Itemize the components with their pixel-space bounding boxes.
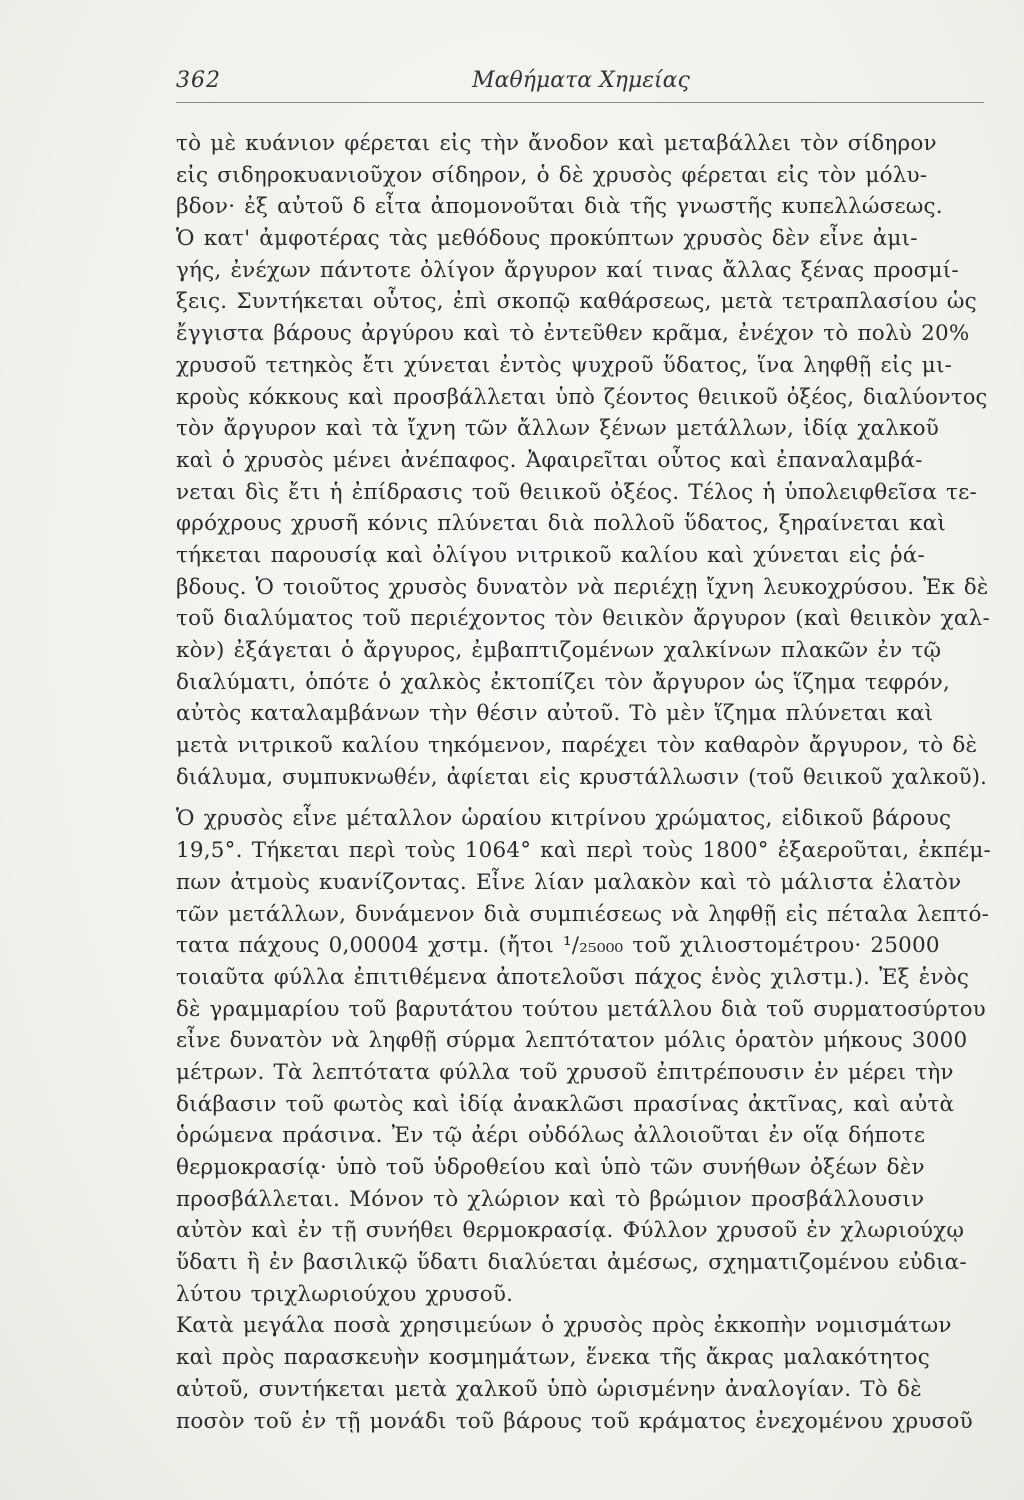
text-line: τὸ μὲ κυάνιον φέρεται εἰς τὴν ἄνοδον καὶ μεταβάλλει τὸν σίδηρον — [176, 131, 937, 156]
text-line: πων ἀτμοὺς κυανίζοντας. Εἶνε λίαν μαλακὸν καὶ τὸ μάλιστα ἐλατὸν — [176, 869, 962, 895]
page-number: 362 — [176, 68, 221, 93]
text-line: ὕδατι ἢ ἐν βασιλικῷ ὕδατι διαλύεται ἀμέσως, σχηματιζομένου εὐδια- — [176, 1250, 967, 1276]
text-line: χρυσοῦ τετηκὸς ἔτι χύνεται ἐντὸς ψυχροῦ ὕδατος, ἵνα ληφθῇ εἰς μι- — [176, 352, 953, 378]
text-line: τὸν ἄργυρον καὶ τὰ ἴχνη τῶν ἄλλων ξένων μετάλλων, ἰδίᾳ χαλκοῦ — [176, 416, 940, 442]
text-line: εἶνε δυνατὸν νὰ ληφθῇ σύρμα λεπτότατον μόλις ὁρατὸν μήκους 3000 — [176, 1028, 968, 1054]
paragraph — [176, 128, 994, 793]
text-line: αὐτὸν καὶ ἐν τῇ συνήθει θερμοκρασίᾳ. Φύλλον χρυσοῦ ἐν χλωριούχῳ — [176, 1218, 965, 1244]
paragraph — [176, 1310, 994, 1437]
text-line: κροὺς κόκκους καὶ προσβάλλεται ὑπὸ ζέοντος θειικοῦ ὀξέος, διαλύοντος — [176, 384, 988, 409]
text-line: δὲ γραμμαρίου τοῦ βαρυτάτου τούτου μετάλλου διὰ τοῦ συρματοσύρτου — [176, 996, 986, 1022]
text-line: 19,5°. Τήκεται περὶ τοὺς 1064° καὶ περὶ τοὺς 1800° ἐξαεροῦται, ἐκπέμ- — [176, 838, 991, 864]
text-line: Ὁ κατ' ἀμφοτέρας τὰς μεθόδους προκύπτων χρυσὸς δὲν εἶνε ἀμι- — [176, 226, 918, 252]
text-line: λύτου τριχλωριούχου χρυσοῦ. — [176, 1281, 514, 1307]
text-line: κὸν) ἐξάγεται ὁ ἄργυρος, ἐμβαπτιζομένων χαλκίνων πλακῶν ἐν τῷ — [176, 638, 942, 663]
text-line: μετὰ νιτρικοῦ καλίου τηκόμενον, παρέχει τὸν καθαρὸν ἄργυρον, τὸ δὲ — [176, 733, 978, 759]
text-line: Ὁ χρυσὸς εἶνε μέταλλον ὡραίου κιτρίνου χρώματος, εἰδικοῦ βάρους — [176, 806, 952, 832]
text-line: διάβασιν τοῦ φωτὸς καὶ ἰδίᾳ ἀνακλῶσι πρασίνας ἀκτῖνας, καὶ αὐτὰ — [176, 1091, 955, 1117]
page-header — [176, 68, 984, 96]
text-line: ποσὸν τοῦ ἐν τῇ μονάδι τοῦ βάρους τοῦ κράματος ἐνεχομένου χρυσοῦ — [176, 1408, 973, 1434]
text-line: βδους. Ὁ τοιοῦτος χρυσὸς δυνατὸν νὰ περιέχῃ ἴχνη λευκοχρύσου. Ἐκ δὲ — [176, 574, 989, 600]
text-line: γής, ἐνέχων πάντοτε ὀλίγον ἄργυρον καί τινας ἄλλας ξένας προσμί- — [176, 257, 959, 283]
text-line: νεται δὶς ἔτι ἡ ἐπίδρασις τοῦ θειικοῦ ὀξέος. Τέλος ἡ ὑπολειφθεῖσα τε- — [176, 479, 977, 505]
text-line: θερμοκρασίᾳ· ὑπὸ τοῦ ὑδροθείου καὶ ὑπὸ τῶν συνήθων ὀξέων δὲν — [176, 1155, 925, 1180]
running-title: Μαθήματα Χημείας — [472, 68, 690, 93]
text-line: φρόχρους χρυσῆ κόνις πλύνεται διὰ πολλοῦ ὕδατος, ξηραίνεται καὶ — [176, 511, 946, 537]
text-line: προσβάλλεται. Μόνον τὸ χλώριον καὶ τὸ βρώμιον προσβάλλουσιν — [176, 1186, 925, 1212]
text-line: αὐτὸς καταλαμβάνων τὴν θέσιν αὐτοῦ. Τὸ μὲν ἵζημα πλύνεται καὶ — [176, 701, 934, 727]
text-line: τήκεται παρουσίᾳ καὶ ὀλίγου νιτρικοῦ καλίου καὶ χύνεται εἰς ῥά- — [176, 542, 925, 568]
paragraph — [176, 803, 994, 1310]
body-text — [176, 128, 994, 1437]
text-line: τατα πάχους 0,00004 χστμ. (ἤτοι ¹/₂₅₀₀₀ τοῦ χιλιοστομέτρου· 25000 — [176, 933, 940, 959]
text-line: εἰς σιδηροκυανιοῦχον σίδηρον, ὁ δὲ χρυσὸς φέρεται εἰς τὸν μόλυ- — [176, 162, 928, 188]
text-line: ἔγγιστα βάρους ἀργύρου καὶ τὸ ἐντεῦθεν κρᾶμα, ἐνέχον τὸ πολὺ 20% — [176, 321, 970, 347]
text-line: μέτρων. Τὰ λεπτότατα φύλλα τοῦ χρυσοῦ ἐπιτρέπουσιν ἐν μέρει τὴν — [176, 1059, 954, 1085]
header-rule — [176, 102, 984, 103]
text-line: Κατὰ μεγάλα ποσὰ χρησιμεύων ὁ χρυσὸς πρὸς ἐκκοπὴν νομισμάτων — [176, 1313, 952, 1339]
text-line: διάλυμα, συμπυκνωθέν, ἀφίεται εἰς κρυστάλλωσιν (τοῦ θειικοῦ χαλκοῦ). — [176, 764, 987, 789]
text-line: βδον· ἐξ αὐτοῦ δ εἶτα ἀπομονοῦται διὰ τῆς γνωστῆς κυπελλώσεως. — [176, 194, 943, 220]
text-line: αὐτοῦ, συντήκεται μετὰ χαλκοῦ ὑπὸ ὡρισμένην ἀναλογίαν. Τὸ δὲ — [176, 1376, 922, 1402]
text-line: τοιαῦτα φύλλα ἐπιτιθέμενα ἀποτελοῦσι πάχος ἑνὸς χιλστμ.). Ἐξ ἑνὸς — [176, 964, 970, 990]
text-line: τῶν μετάλλων, δυνάμενον διὰ συμπιέσεως νὰ ληφθῇ εἰς πέταλα λεπτό- — [176, 901, 990, 927]
text-line: διαλύματι, ὁπότε ὁ χαλκὸς ἐκτοπίζει τὸν ἄργυρον ὡς ἵζημα τεφρόν, — [176, 669, 950, 695]
text-line: ξεις. Συντήκεται οὗτος, ἐπὶ σκοπῷ καθάρσεως, μετὰ τετραπλασίου ὡς — [176, 289, 977, 315]
text-line: τοῦ διαλύματος τοῦ περιέχοντος τὸν θειικὸν ἄργυρον (καὶ θειικὸν χαλ- — [176, 606, 990, 632]
text-line: καὶ ὁ χρυσὸς μένει ἀνέπαφος. Ἀφαιρεῖται οὗτος καὶ ἐπαναλαμβά- — [176, 447, 923, 473]
text-line: ὁρώμενα πράσινα. Ἐν τῷ ἀέρι οὐδόλως ἀλλοιοῦται ἐν οἵᾳ δήποτε — [176, 1123, 926, 1149]
paragraph-gap — [176, 793, 994, 803]
text-line: καὶ πρὸς παρασκευὴν κοσμημάτων, ἕνεκα τῆς ἄκρας μαλακότητος — [176, 1345, 930, 1371]
